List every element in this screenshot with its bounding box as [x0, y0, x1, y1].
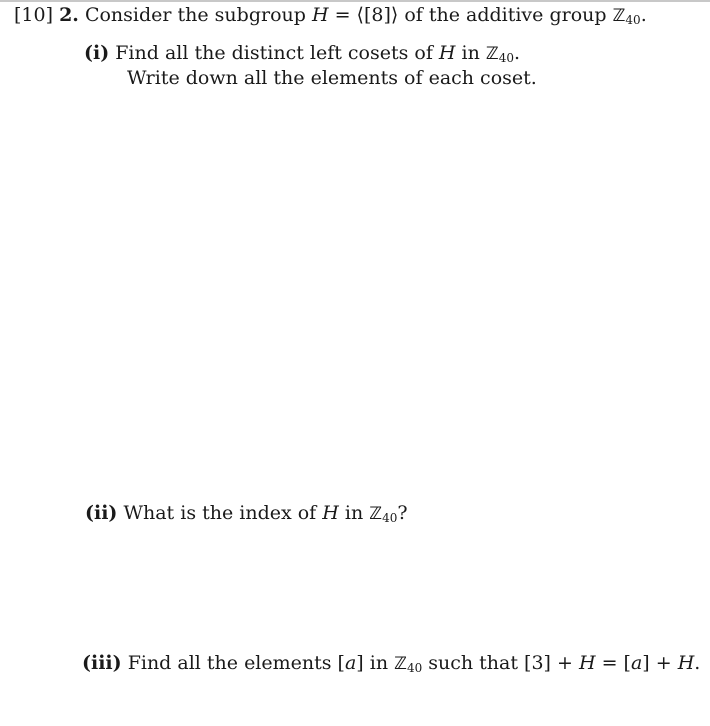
part-i-instruction: Write down all the elements of each coset. — [127, 67, 537, 89]
group-symbol: ℤ — [612, 6, 626, 26]
problem-number: 2. — [59, 4, 79, 26]
part-iii-label: (iii) — [82, 652, 122, 674]
top-rule — [0, 0, 710, 2]
part-ii-label: (ii) — [85, 502, 118, 524]
part-ii-question: (ii) What is the index of H in ℤ$_{40}$? — [85, 502, 408, 525]
part-iii-question: (iii) Find all the elements [a] in ℤ$_{40}$ such that [3] + H = [a] + H. — [82, 652, 701, 675]
problem-statement: [10] 2. Consider the subgroup H = ⟨[8]⟩ of the additive group ℤ$_{40}$. — [14, 4, 647, 27]
part-i-label: (i) — [84, 42, 110, 64]
part-i-question: (i) Find all the distinct left cosets of H in ℤ$_{40}$. — [84, 42, 521, 65]
points-label: [10] — [14, 4, 54, 26]
subgroup-symbol: H — [311, 4, 329, 26]
